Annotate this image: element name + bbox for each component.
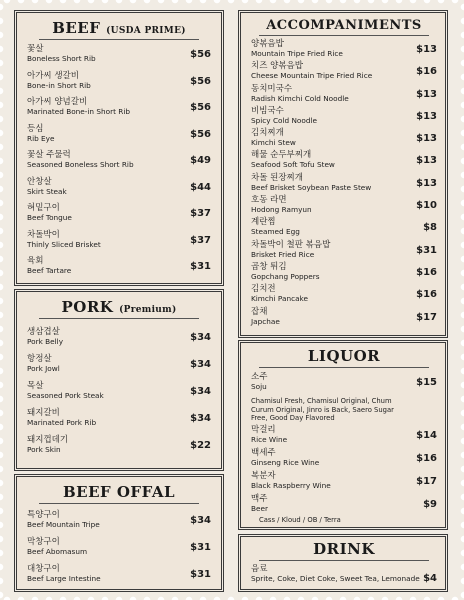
accompaniment-item [251, 61, 437, 83]
pork-title-underline [39, 318, 199, 319]
pork-item-korean: 생삼겹살 [27, 327, 60, 337]
beef-item-english: Beef Tartare [27, 266, 72, 275]
beef-item-price: $44 [190, 181, 211, 193]
liquor-title-underline [259, 367, 429, 368]
beef-item-list [27, 44, 211, 283]
accompaniment-item [251, 150, 437, 172]
accompaniment-item [251, 217, 437, 239]
offal-item-price: $31 [190, 569, 211, 580]
accompaniments-title-underline [259, 35, 429, 36]
pork-item [27, 381, 211, 408]
beef-item [27, 71, 211, 98]
accompaniments-title: ACCOMPANIMENTS [266, 18, 422, 33]
beef-item-english: Skirt Steak [27, 186, 67, 196]
accompaniment-item-price: $17 [416, 311, 437, 323]
beef-item-english: Marinated Bone-in Short Rib [27, 107, 131, 116]
beef-item-korean: 아가씨 양념갈비 [27, 97, 88, 107]
perforated-top-edge [0, 0, 464, 5]
accompaniment-item-korean: 김치찌개 [251, 128, 284, 139]
accompaniment-item [251, 240, 437, 262]
pork-title-text: PORK [61, 298, 114, 316]
beer-english: Beer [251, 503, 268, 513]
pork-item-korean: 목살 [27, 381, 44, 391]
offal-item-english: Beef Abomasum [27, 547, 88, 556]
pork-item-english: Pork Belly [27, 337, 64, 346]
liquor-item-list [251, 425, 437, 494]
offal-item-english: Beef Large Intestine [27, 574, 101, 583]
beef-item-korean: 꽃살 주물럭 [27, 150, 71, 160]
accompaniment-item-price: $13 [416, 133, 437, 145]
beef-item-korean: 육회 [27, 256, 44, 266]
drink-section [240, 536, 446, 590]
drink-price: $4 [423, 573, 437, 584]
liquor-item-price: $14 [416, 429, 437, 441]
pork-subtitle: (Premium) [119, 305, 177, 315]
liquor-item-english: Black Raspberry Wine [251, 480, 331, 490]
liquor-title: LIQUOR [307, 347, 381, 365]
beef-item-price: $56 [190, 49, 211, 60]
beef-item-price: $56 [190, 102, 211, 113]
accompaniment-item-english: Seafood Soft Tofu Stew [251, 160, 335, 170]
accompaniment-item-korean: 동치미국수 [251, 83, 293, 94]
accompaniment-item-price: $13 [416, 177, 437, 189]
offal-item-english: Beef Mountain Tripe [27, 520, 100, 529]
accompaniment-item-korean: 계란찜 [251, 217, 276, 228]
pork-item-price: $22 [190, 440, 211, 451]
liquor-item-price: $16 [416, 452, 437, 464]
beef-item-english: Thinly Sliced Brisket [27, 239, 101, 249]
liquor-item-korean: 막걸리 [251, 424, 276, 435]
offal-item [27, 537, 211, 564]
accompaniment-item [251, 284, 437, 306]
accompaniment-item-korean: 양볶음밥 [251, 39, 284, 49]
beef-item-korean: 등심 [27, 123, 44, 134]
accompaniments-section [240, 12, 446, 336]
pork-title [27, 298, 211, 316]
liquor-item-english: Rice Wine [251, 434, 288, 444]
beef-item [27, 256, 211, 283]
soju-english: Soju [251, 382, 267, 391]
beef-section [16, 12, 222, 284]
beef-item-korean: 아가씨 생갈비 [27, 70, 79, 81]
accompaniment-item-price: $13 [416, 88, 437, 100]
beef-item-price: $49 [190, 155, 211, 166]
accompaniment-item-price: $10 [416, 200, 437, 212]
drink-english: Sprite, Coke, Diet Coke, Sweet Tea, Lemonade [251, 574, 420, 583]
soju-item [251, 372, 437, 423]
beef-offal-title: BEEF OFFAL [62, 483, 176, 501]
accompaniment-item [251, 84, 437, 106]
pork-item-korean: 돼지껍데기 [27, 435, 69, 445]
pork-item-price: $34 [190, 413, 211, 424]
liquor-item-price: $17 [416, 475, 437, 487]
liquor-item-korean: 복분자 [251, 470, 276, 481]
beef-item-korean: 혀밑구이 [27, 203, 60, 213]
accompaniment-item-korean: 김치전 [251, 284, 276, 295]
liquor-item-english: Ginseng Rice Wine [251, 457, 320, 467]
beef-item [27, 97, 211, 124]
beef-item [27, 150, 211, 177]
beer-item [251, 494, 437, 516]
beef-item-english: Bone-in Short Rib [27, 80, 91, 90]
accompaniment-item [251, 173, 437, 195]
accompaniment-item [251, 39, 437, 61]
soju-korean: 소주 [251, 372, 268, 382]
pork-item-list [27, 327, 211, 462]
accompaniment-item-english: Radish Kimchi Cold Noodle [251, 93, 349, 103]
perforated-right-edge [459, 0, 464, 600]
accompaniment-item-price: $13 [416, 155, 437, 167]
liquor-item [251, 425, 437, 448]
accompaniment-item-english: Japchae [251, 316, 280, 326]
beef-item [27, 177, 211, 204]
offal-item-korean: 막창구이 [27, 537, 60, 547]
accompaniment-item-korean: 해물 순두부찌개 [251, 150, 312, 161]
accompaniment-item-english: Brisket Fried Rice [251, 249, 315, 259]
accompaniment-item-korean: 차돌박이 철판 볶음밥 [251, 239, 331, 250]
accompaniment-item-price: $8 [423, 222, 437, 234]
accompaniment-item-price: $13 [416, 44, 437, 55]
perforated-bottom-edge [0, 595, 464, 600]
beef-item-price: $37 [190, 234, 211, 246]
pork-item-korean: 돼지갈비 [27, 408, 60, 418]
pork-item-english: Pork Jowl [27, 364, 60, 373]
beef-item [27, 124, 211, 151]
pork-item [27, 435, 211, 462]
beef-item-price: $56 [190, 128, 211, 140]
drink-title: DRINK [313, 540, 375, 558]
beef-title-text: BEEF [52, 19, 101, 37]
pork-item-price: $34 [190, 359, 211, 370]
accompaniments-item-list [251, 39, 437, 329]
accompaniment-item-english: Beef Brisket Soybean Paste Stew [251, 182, 372, 192]
accompaniment-item-english: Kimchi Pancake [251, 294, 309, 304]
offal-item-price: $34 [190, 515, 211, 526]
beer-price: $9 [423, 498, 437, 510]
accompaniment-item-english: Steamed Egg [251, 227, 300, 237]
pork-item [27, 354, 211, 381]
accompaniment-item-korean: 곱창 튀김 [251, 261, 287, 272]
beef-item-english: Beef Tongue [27, 213, 72, 222]
soju-price: $15 [416, 377, 437, 388]
pork-item-price: $34 [190, 332, 211, 343]
pork-section [16, 291, 222, 469]
accompaniment-item-price: $16 [416, 289, 437, 301]
beef-item-english: Seasoned Boneless Short Rib [27, 160, 134, 169]
accompaniment-item-english: Mountain Tripe Fried Rice [251, 49, 343, 58]
beer-korean: 맥주 [251, 493, 268, 504]
drink-title-underline [259, 560, 429, 561]
beer-brands-note: Cass / Kloud / OB / Terra [259, 515, 341, 524]
offal-item-korean: 대창구이 [27, 564, 60, 574]
offal-item-korean: 특양구이 [27, 510, 60, 520]
beef-title-underline [39, 39, 199, 40]
accompaniment-item-price: $31 [416, 244, 437, 256]
pork-item-english: Pork Skin [27, 445, 61, 454]
pork-item-english: Marinated Pork Rib [27, 418, 97, 427]
accompaniment-item-korean: 치즈 양볶음밥 [251, 61, 303, 72]
accompaniment-item-korean: 호동 라면 [251, 195, 287, 206]
offal-item-price: $31 [190, 542, 211, 553]
liquor-item-korean: 백세주 [251, 447, 276, 458]
accompaniment-item-english: Hodong Ramyun [251, 205, 312, 215]
accompaniment-item-price: $16 [416, 66, 437, 78]
beef-item-price: $37 [190, 208, 211, 219]
liquor-item [251, 448, 437, 471]
pork-item-price: $34 [190, 386, 211, 397]
pork-item [27, 408, 211, 435]
beef-offal-section [16, 476, 222, 590]
accompaniment-item-korean: 비빔국수 [251, 105, 284, 116]
beef-item-price: $56 [190, 75, 211, 87]
beef-offal-title-underline [39, 503, 199, 504]
beef-subtitle: (USDA PRIME) [106, 26, 186, 36]
beef-item [27, 44, 211, 71]
pork-item [27, 327, 211, 354]
beef-item-english: Rib Eye [27, 133, 55, 143]
beef-item [27, 230, 211, 257]
liquor-item [251, 471, 437, 494]
offal-item [27, 564, 211, 591]
pork-item-english: Seasoned Pork Steak [27, 391, 104, 400]
accompaniment-item-korean: 차돌 된장찌개 [251, 172, 303, 183]
beef-item-english: Boneless Short Rib [27, 54, 96, 63]
drink-item [251, 564, 437, 583]
beef-item-korean: 차돌박이 [27, 229, 60, 240]
accompaniment-item [251, 307, 437, 329]
accompaniment-item-english: Spicy Cold Noodle [251, 115, 318, 125]
accompaniment-item-price: $13 [416, 110, 437, 122]
beef-offal-item-list [27, 510, 211, 591]
beef-title [27, 19, 211, 37]
pork-item-korean: 항정살 [27, 354, 52, 364]
accompaniment-item-price: $16 [416, 266, 437, 278]
accompaniment-item [251, 106, 437, 128]
soju-brands-note: Chamisul Fresh, Chamisul Original, Chum Curum Original, Jinro is Back, Saero Sugar Free, Good Day Flavored [251, 397, 394, 422]
liquor-section [240, 342, 446, 528]
accompaniment-item-korean: 잡채 [251, 306, 268, 317]
perforated-left-edge [0, 0, 5, 600]
accompaniment-item [251, 262, 437, 284]
accompaniment-item [251, 128, 437, 150]
accompaniment-item [251, 195, 437, 217]
beef-item-korean: 안창살 [27, 176, 52, 187]
offal-item [27, 510, 211, 537]
accompaniment-item-english: Gopchang Poppers [251, 271, 320, 281]
beef-item [27, 203, 211, 230]
beef-item-korean: 꽃살 [27, 44, 44, 54]
beef-item-price: $31 [190, 261, 211, 272]
accompaniment-item-english: Cheese Mountain Tripe Fried Rice [251, 71, 373, 81]
drink-korean: 음료 [251, 564, 268, 574]
accompaniment-item-english: Kimchi Stew [251, 138, 296, 148]
